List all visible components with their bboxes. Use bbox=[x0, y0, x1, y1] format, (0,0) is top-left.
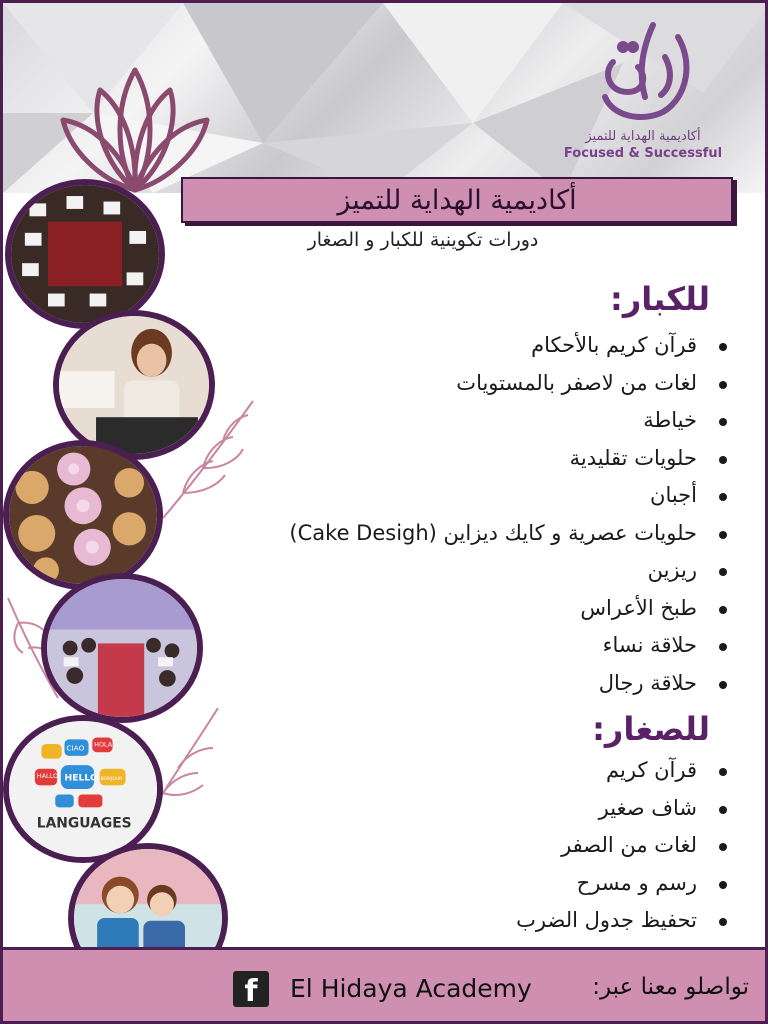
list-item: طبخ الأعراس bbox=[289, 590, 745, 628]
facebook-page-link[interactable]: El Hidaya Academy bbox=[290, 974, 532, 1003]
languages-label: LANGUAGES bbox=[36, 815, 132, 832]
page-subtitle: دورات تكوينية للكبار و الصغار bbox=[307, 229, 539, 251]
adults-course-list bbox=[289, 327, 745, 702]
facebook-icon[interactable]: f bbox=[233, 971, 269, 1007]
list-item: قرآن كريم bbox=[516, 752, 745, 790]
bubble-hallo: HALLO bbox=[36, 771, 59, 780]
logo-arabic-name: أكاديمية الهداية للتميز bbox=[585, 129, 701, 144]
kids-course-list bbox=[516, 752, 745, 940]
sewing-photo bbox=[53, 310, 215, 460]
list-item: خياطة bbox=[289, 402, 745, 440]
lotus-decoration bbox=[55, 65, 215, 195]
adults-heading: للكبار: bbox=[610, 280, 710, 318]
logo-tagline: Focused & Successful bbox=[563, 146, 723, 161]
list-item: حلويات تقليدية bbox=[289, 440, 745, 478]
contact-label: تواصلو معنا عبر: bbox=[592, 974, 749, 1000]
list-item: لغات من لاصفر بالمستويات bbox=[289, 365, 745, 403]
calligraphy-logo-icon bbox=[583, 17, 703, 125]
list-item: قرآن كريم بالأحكام bbox=[289, 327, 745, 365]
pastries-photo bbox=[3, 440, 163, 590]
list-item: لغات من الصفر bbox=[516, 827, 745, 865]
quran-class-photo bbox=[5, 179, 165, 329]
languages-photo bbox=[3, 715, 163, 863]
list-item: حلاقة نساء bbox=[289, 627, 745, 665]
bubble-ciao: CIAO bbox=[66, 743, 85, 753]
list-item: حلويات عصرية و كايك ديزاين (Cake Desigh) bbox=[289, 515, 745, 553]
bubble-bonjour: BONJOUR bbox=[100, 776, 123, 782]
academy-logo bbox=[558, 17, 728, 182]
list-item: أجبان bbox=[289, 477, 745, 515]
bubble-hola: HOLA bbox=[94, 740, 113, 749]
kids-class-photo bbox=[41, 573, 203, 723]
contact-footer bbox=[3, 947, 768, 1024]
bubble-hello: HELLO bbox=[64, 772, 98, 784]
list-item: ريزين bbox=[289, 552, 745, 590]
kids-heading: للصغار: bbox=[592, 710, 710, 748]
title-banner bbox=[181, 177, 733, 223]
list-item: حلاقة رجال bbox=[289, 665, 745, 703]
page-title: أكاديمية الهداية للتميز bbox=[337, 184, 577, 216]
list-item: رسم و مسرح bbox=[516, 865, 745, 903]
list-item: شاف صغير bbox=[516, 790, 745, 828]
list-item: تحفيظ جدول الضرب bbox=[516, 902, 745, 940]
